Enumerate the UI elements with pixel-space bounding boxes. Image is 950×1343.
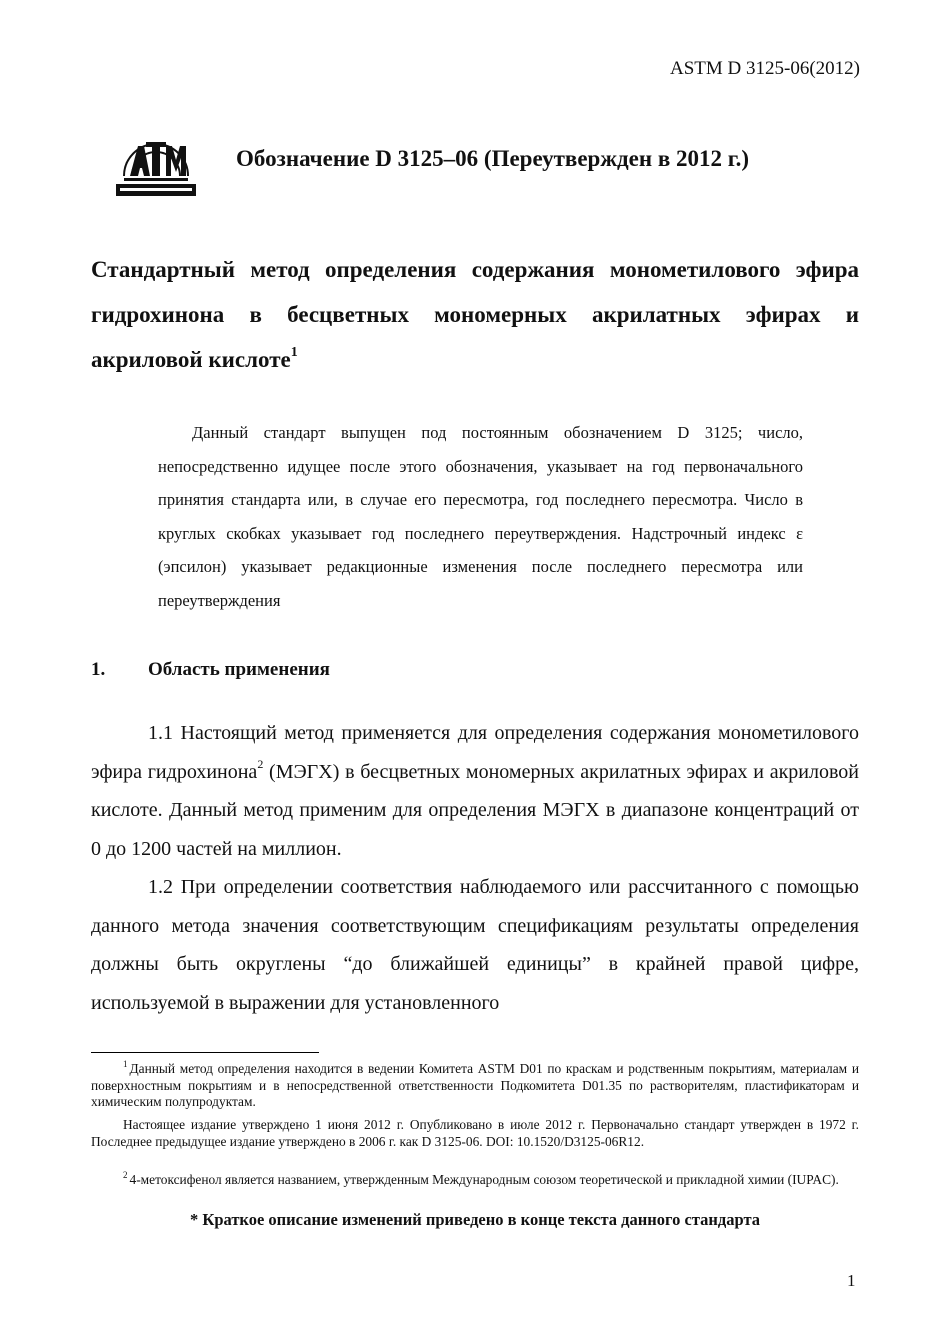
footnote-2-text: 4-метоксифенол является названием, утвержденным Международным союзом теоретической и прикладной химии (IUPAC).	[129, 1172, 839, 1187]
footnote-1	[91, 1058, 859, 1111]
document-designation: Обозначение D 3125–06 (Переутвержден в 2012 г.)	[236, 146, 750, 171]
document-title-text: Стандартный метод определения содержания монометилового эфира гидрохинона в бесцветных мономерных акрилатных эфирах и акриловой кислоте	[91, 257, 859, 372]
document-title	[91, 247, 859, 382]
page-number: 1	[847, 1271, 856, 1290]
summary-note: * Краткое описание изменений приведено в конце текста данного стандарта	[189, 1210, 760, 1229]
footnote-1-mark: 1	[123, 1058, 128, 1069]
footnote-2-ref: 2	[123, 1169, 128, 1180]
astm-logo-icon	[110, 126, 202, 202]
section-title: Область применения	[148, 659, 330, 680]
footnote-2-mark: 2	[257, 756, 264, 771]
paragraph-1-1	[91, 714, 859, 868]
footnote-2	[91, 1169, 859, 1189]
paragraph-1-1-text-start: 1.1 Настоящий метод применяется для определения содержания монометилового эфира гидрохинона	[91, 722, 859, 783]
footnote-1-text: Данный метод определения находится в ведении Комитета ASTM D01 по краскам и родственным покрытиям, материалам и поверхностным покрытиям и в непосредственной ответственности Подкомитета D01.35 по растворителям, пластификаторам и химическим полупродуктам.	[91, 1061, 859, 1109]
standard-code: ASTM D 3125-06(2012)	[670, 58, 860, 79]
paragraph-1-2: 1.2 При определении соответствия наблюдаемого или рассчитанного с помощью данного метода значения соответствующим спецификациям результаты определения должны быть округлены “до ближайшей единицы” в крайней правой цифре, используемой в выражении для установленного	[91, 876, 859, 1014]
footnote-separator	[91, 1052, 319, 1053]
preamble-paragraph: Данный стандарт выпущен под постоянным обозначением D 3125; число, непосредственно идущее после этого обозначения, указывает на год первоначального принятия стандарта или, в случае его пересмотра, год последнего пересмотра. Число в круглых скобках указывает год последнего переутверждения. Надстрочный индекс ε (эпсилон) указывает редакционные изменения после последнего пересмотра или переутверждения	[158, 423, 803, 610]
section-number: 1.	[91, 659, 106, 680]
title-footnote-mark: 1	[290, 345, 298, 361]
paragraph-1-1-text-end: (МЭГХ) в бесцветных мономерных акрилатных эфирах и акриловой кислоте. Данный метод применим для определения МЭГХ в диапазоне концентраций от 0 до 1200 частей на миллион.	[91, 760, 860, 860]
footnote-1-edition: Настоящее издание утверждено 1 июня 2012 г. Опубликовано в июле 2012 г. Первоначально стандарт утвержден в 1972 г. Последнее предыдущее издание утверждено в 2006 г. как D 3125-06. DOI: 10.1520/D3125-06R12.	[91, 1117, 859, 1149]
